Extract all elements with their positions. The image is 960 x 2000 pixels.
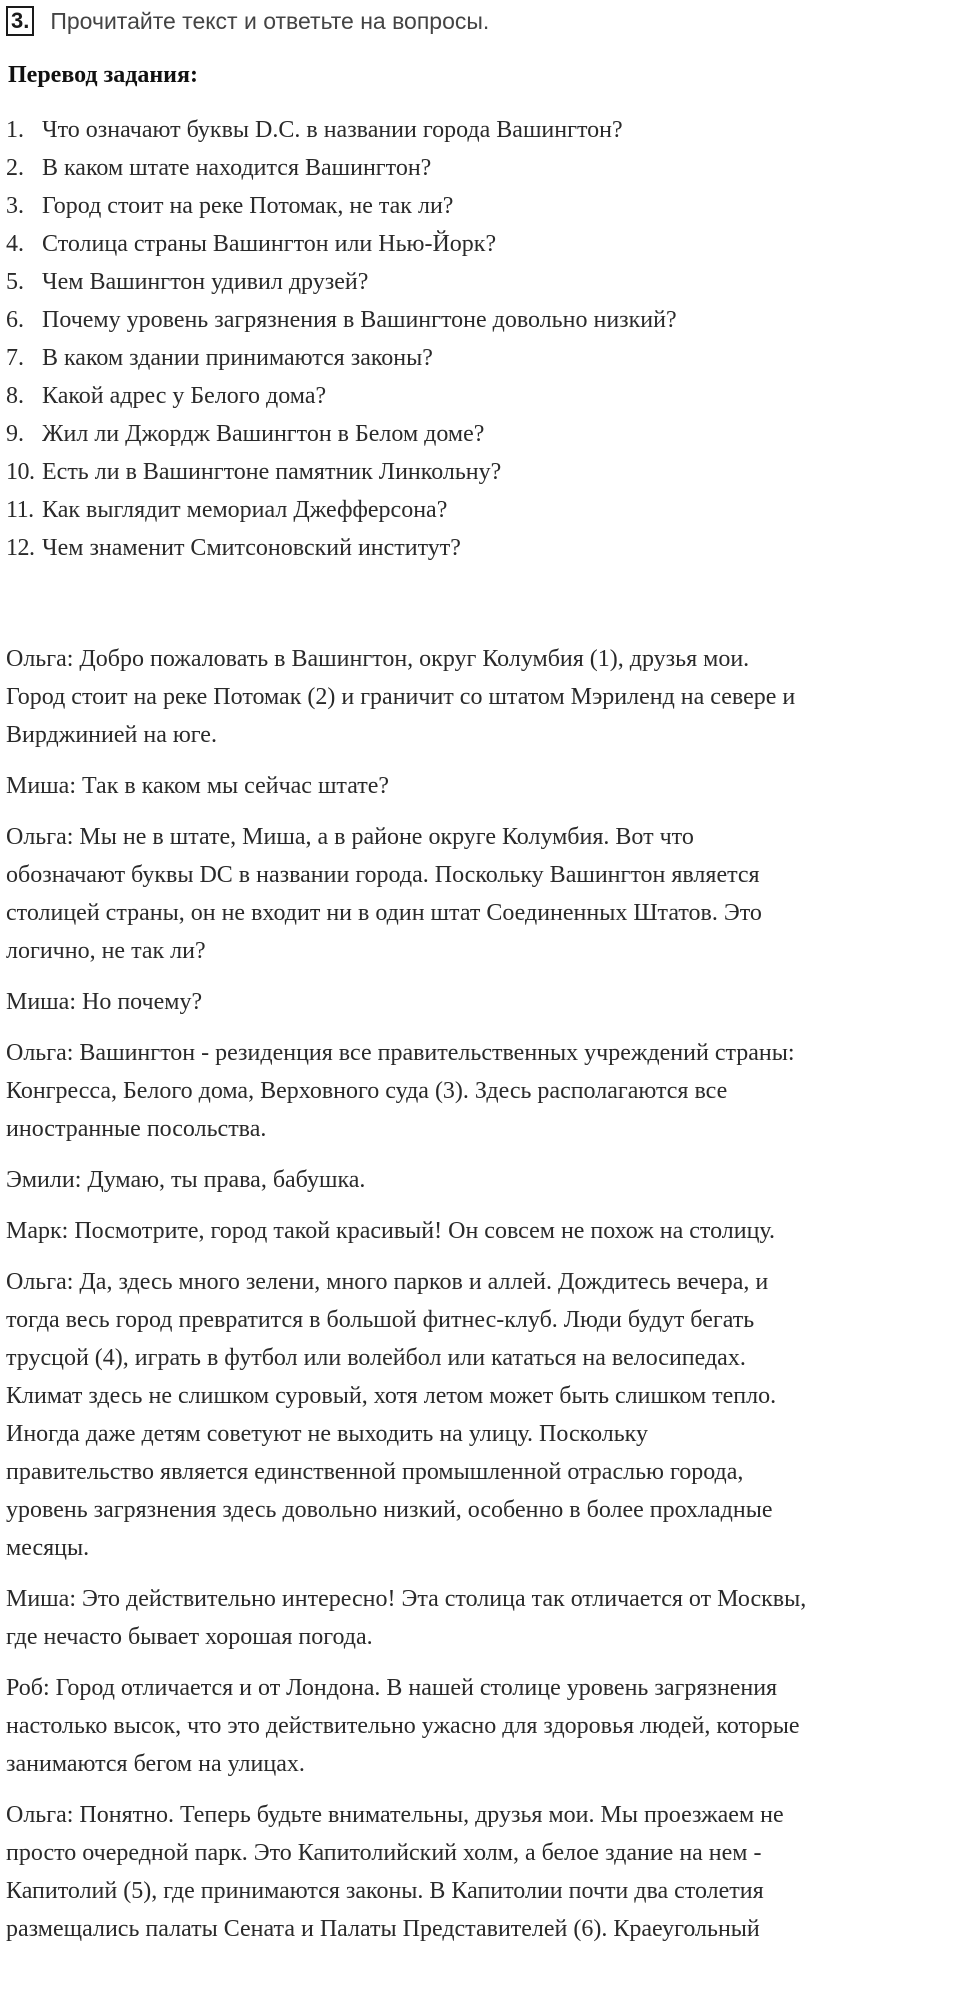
dialogue-line bbox=[6, 678, 956, 716]
question-text: Есть ли в Вашингтоне памятник Линкольну? bbox=[42, 459, 502, 485]
question-number: 1. bbox=[6, 117, 24, 143]
dialogue-text: Так в каком мы сейчас штате? bbox=[81, 773, 390, 799]
dialogue-line bbox=[6, 983, 956, 1021]
dialogue-line bbox=[6, 1161, 956, 1199]
dialogue-line bbox=[6, 1796, 956, 1834]
dialogue-text: настолько высок, что это действительно ужасно для здоровья людей, которые bbox=[6, 1713, 800, 1739]
question-number: 4. bbox=[6, 231, 24, 257]
task-number-badge: 3. bbox=[6, 6, 34, 36]
dialogue-text: обозначают буквы DC в названии города. Поскольку Вашингтон является bbox=[6, 862, 760, 888]
dialogue-line bbox=[6, 1529, 956, 1567]
speaker-name: Ольга: bbox=[6, 646, 74, 672]
question-item bbox=[6, 225, 677, 263]
dialogue-paragraph bbox=[6, 1796, 956, 1948]
dialogue-paragraph bbox=[6, 640, 956, 754]
dialogue-text: Но почему? bbox=[81, 989, 203, 1015]
dialogue-line bbox=[6, 1618, 956, 1656]
dialogue-paragraph bbox=[6, 1669, 956, 1783]
question-number: 7. bbox=[6, 345, 24, 371]
dialogue-line bbox=[6, 1453, 956, 1491]
dialogue-line bbox=[6, 1415, 956, 1453]
dialogue-text: Вашингтон - резиденция все правительственных учреждений страны: bbox=[79, 1040, 795, 1066]
dialogue-line bbox=[6, 1263, 956, 1301]
question-text: В каком штате находится Вашингтон? bbox=[42, 155, 432, 181]
dialogue-text: трусцой (4), играть в футбол или волейбол или кататься на велосипедах. bbox=[6, 1345, 746, 1371]
dialogue-text: Думаю, ты права, бабушка. bbox=[87, 1167, 366, 1193]
dialogue-text: Иногда даже детям советуют не выходить на улицу. Поскольку bbox=[6, 1421, 648, 1447]
question-text: Что означают буквы D.C. в названии города Вашингтон? bbox=[42, 117, 623, 143]
dialogue-line bbox=[6, 1034, 956, 1072]
dialogue-text: Вирджинией на юге. bbox=[6, 722, 217, 748]
dialogue-text: уровень загрязнения здесь довольно низкий, особенно в более прохладные bbox=[6, 1497, 773, 1523]
question-number: 6. bbox=[6, 307, 24, 333]
dialogue-text: Да, здесь много зелени, много парков и аллей. Дождитесь вечера, и bbox=[79, 1269, 769, 1295]
dialogue-line bbox=[6, 1745, 956, 1783]
dialogue-text: Климат здесь не слишком суровый, хотя летом может быть слишком тепло. bbox=[6, 1383, 777, 1409]
dialogue-line bbox=[6, 1834, 956, 1872]
speaker-name: Марк: bbox=[6, 1218, 69, 1244]
question-item bbox=[6, 149, 677, 187]
dialogue-line bbox=[6, 1377, 956, 1415]
dialogue-line bbox=[6, 1491, 956, 1529]
dialogue-paragraph bbox=[6, 1034, 956, 1148]
speaker-name: Роб: bbox=[6, 1675, 50, 1701]
question-text: Какой адрес у Белого дома? bbox=[42, 383, 327, 409]
speaker-name: Миша: bbox=[6, 1586, 76, 1612]
dialogue-line bbox=[6, 1910, 956, 1948]
translation-heading: Перевод задания: bbox=[8, 62, 198, 88]
question-item bbox=[6, 453, 677, 491]
dialogue-paragraph bbox=[6, 1263, 956, 1567]
question-item bbox=[6, 339, 677, 377]
dialogue-text: Это действительно интересно! Эта столица так отличается от Москвы, bbox=[81, 1586, 807, 1612]
dialogue-text: месяцы. bbox=[6, 1535, 90, 1561]
dialogue-text: Город отличается и от Лондона. В нашей столице уровень загрязнения bbox=[55, 1675, 778, 1701]
question-text: Как выглядит мемориал Джефферсона? bbox=[42, 497, 448, 523]
dialogue-text: Понятно. Теперь будьте внимательны, друзья мои. Мы проезжаем не bbox=[79, 1802, 784, 1828]
question-item bbox=[6, 491, 677, 529]
speaker-name: Ольга: bbox=[6, 824, 74, 850]
questions-list bbox=[6, 111, 677, 567]
dialogue-line bbox=[6, 640, 956, 678]
question-text: Столица страны Вашингтон или Нью-Йорк? bbox=[42, 231, 497, 257]
speaker-name: Ольга: bbox=[6, 1040, 74, 1066]
dialogue-line bbox=[6, 894, 956, 932]
dialogue-paragraph bbox=[6, 818, 956, 970]
question-item bbox=[6, 187, 677, 225]
dialogue-line bbox=[6, 716, 956, 754]
dialogue-text: иностранные посольства. bbox=[6, 1116, 267, 1142]
question-number: 2. bbox=[6, 155, 24, 181]
dialogue-text: Мы не в штате, Миша, а в районе округе Колумбия. Вот что bbox=[79, 824, 694, 850]
dialogue-text: правительство является единственной промышленной отраслью города, bbox=[6, 1459, 744, 1485]
question-text: Город стоит на реке Потомак, не так ли? bbox=[42, 193, 454, 219]
question-number: 12. bbox=[6, 535, 35, 561]
dialogue-paragraph bbox=[6, 767, 956, 805]
dialogue-text: столицей страны, он не входит ни в один штат Соединенных Штатов. Это bbox=[6, 900, 762, 926]
dialogue-line bbox=[6, 767, 956, 805]
question-item bbox=[6, 529, 677, 567]
dialogue-line bbox=[6, 1072, 956, 1110]
speaker-name: Ольга: bbox=[6, 1802, 74, 1828]
question-item bbox=[6, 415, 677, 453]
dialogue-text: Город стоит на реке Потомак (2) и граничит со штатом Мэриленд на севере и bbox=[6, 684, 796, 710]
dialogue-line bbox=[6, 1707, 956, 1745]
dialogue-text: тогда весь город превратится в большой фитнес-клуб. Люди будут бегать bbox=[6, 1307, 755, 1333]
question-text: Чем Вашингтон удивил друзей? bbox=[42, 269, 369, 295]
speaker-name: Ольга: bbox=[6, 1269, 74, 1295]
dialogue-paragraph bbox=[6, 983, 956, 1021]
dialogue-paragraph bbox=[6, 1212, 956, 1250]
dialogue-text: занимаются бегом на улицах. bbox=[6, 1751, 305, 1777]
question-number: 3. bbox=[6, 193, 24, 219]
dialogue-line bbox=[6, 1580, 956, 1618]
question-number: 5. bbox=[6, 269, 24, 295]
question-item bbox=[6, 263, 677, 301]
question-text: В каком здании принимаются законы? bbox=[42, 345, 433, 371]
question-text: Жил ли Джордж Вашингтон в Белом доме? bbox=[42, 421, 485, 447]
dialogue-text: просто очередной парк. Это Капитолийский холм, а белое здание на нем - bbox=[6, 1840, 762, 1866]
dialogue-line bbox=[6, 1339, 956, 1377]
dialogue-text: логично, не так ли? bbox=[6, 938, 206, 964]
question-number: 9. bbox=[6, 421, 24, 447]
dialogue-line bbox=[6, 1669, 956, 1707]
dialogue-line bbox=[6, 856, 956, 894]
question-number: 8. bbox=[6, 383, 24, 409]
dialogue-text: Посмотрите, город такой красивый! Он совсем не похож на столицу. bbox=[74, 1218, 776, 1244]
dialogue-line bbox=[6, 1872, 956, 1910]
question-item bbox=[6, 301, 677, 339]
dialogue bbox=[6, 640, 956, 1961]
question-text: Чем знаменит Смитсоновский институт? bbox=[42, 535, 461, 561]
task-instruction: Прочитайте текст и ответьте на вопросы. bbox=[50, 7, 490, 34]
speaker-name: Миша: bbox=[6, 989, 76, 1015]
dialogue-text: размещались палаты Сената и Палаты Представителей (6). Краеугольный bbox=[6, 1916, 760, 1942]
dialogue-paragraph bbox=[6, 1161, 956, 1199]
dialogue-line bbox=[6, 1301, 956, 1339]
dialogue-text: Конгресса, Белого дома, Верховного суда (3). Здесь располагаются все bbox=[6, 1078, 728, 1104]
dialogue-line bbox=[6, 1212, 956, 1250]
dialogue-paragraph bbox=[6, 1580, 956, 1656]
speaker-name: Эмили: bbox=[6, 1167, 82, 1193]
question-number: 10. bbox=[6, 459, 35, 485]
dialogue-text: Капитолий (5), где принимаются законы. В Капитолии почти два столетия bbox=[6, 1878, 764, 1904]
dialogue-text: где нечасто бывает хорошая погода. bbox=[6, 1624, 373, 1650]
speaker-name: Миша: bbox=[6, 773, 76, 799]
dialogue-line bbox=[6, 1110, 956, 1148]
dialogue-line bbox=[6, 932, 956, 970]
question-item bbox=[6, 111, 677, 149]
question-text: Почему уровень загрязнения в Вашингтоне довольно низкий? bbox=[42, 307, 677, 333]
task-header bbox=[6, 6, 489, 36]
question-item bbox=[6, 377, 677, 415]
dialogue-line bbox=[6, 818, 956, 856]
question-number: 11. bbox=[6, 497, 34, 523]
dialogue-text: Добро пожаловать в Вашингтон, округ Колумбия (1), друзья мои. bbox=[79, 646, 750, 672]
